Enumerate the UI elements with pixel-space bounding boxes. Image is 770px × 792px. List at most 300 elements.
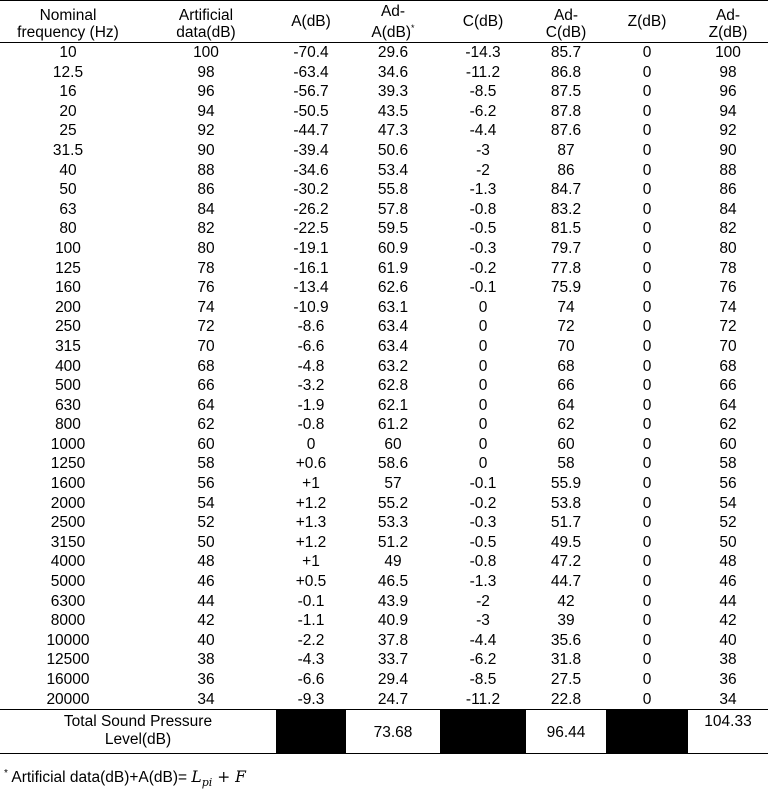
cell-frequency: 8000 (50, 612, 86, 630)
table-row (0, 611, 768, 631)
cell-z-db: 0 (642, 377, 652, 395)
table-row (0, 650, 768, 670)
cell-artificial-data: 68 (197, 357, 215, 375)
cell-a-db: 0 (306, 435, 316, 453)
cell-ad-a-db: 62.1 (377, 396, 409, 414)
cell-ad-a-db: 50.6 (377, 141, 409, 159)
table-row (0, 552, 768, 572)
cell-a-db: +1.3 (295, 514, 327, 532)
cell-c-db: -0.8 (469, 553, 497, 571)
cell-ad-a-db: 61.9 (377, 259, 409, 277)
cell-c-db: -0.2 (469, 494, 497, 512)
cell-ad-z-db: 74 (719, 298, 737, 316)
cell-artificial-data: 94 (197, 102, 215, 120)
table-row (0, 63, 768, 83)
cell-c-db: -6.2 (469, 102, 497, 120)
cell-artificial-data: 36 (197, 671, 215, 688)
cell-z-db: 0 (642, 435, 652, 453)
cell-ad-c-db: 83.2 (550, 200, 582, 218)
cell-c-db: -11.2 (465, 690, 501, 708)
cell-z-db: 0 (642, 298, 652, 316)
cell-artificial-data: 52 (197, 514, 215, 532)
cell-c-db: 0 (478, 357, 488, 375)
cell-artificial-data: 90 (197, 141, 215, 159)
cell-ad-c-db: 49.5 (550, 533, 582, 551)
cell-c-db: -8.5 (469, 671, 497, 688)
cell-frequency: 80 (59, 220, 77, 238)
cell-a-db: -0.8 (297, 416, 325, 434)
cell-ad-z-db: 34 (719, 690, 737, 708)
cell-a-db: -13.4 (293, 279, 329, 297)
cell-ad-c-db: 64 (557, 396, 575, 414)
cell-artificial-data: 42 (197, 612, 215, 630)
cell-a-db: -1.9 (297, 396, 325, 414)
cell-artificial-data: 84 (197, 200, 215, 218)
cell-z-db: 0 (642, 63, 652, 81)
cell-a-db: -4.3 (297, 651, 325, 669)
cell-ad-c-db: 60 (557, 435, 575, 453)
cell-a-db: -22.5 (293, 220, 329, 238)
cell-frequency: 31.5 (52, 141, 84, 159)
cell-frequency: 100 (55, 239, 81, 257)
cell-ad-c-db: 47.2 (550, 553, 582, 571)
total-c-db-blank (440, 710, 526, 754)
cell-ad-a-db: 46.5 (377, 573, 409, 591)
cell-ad-a-db: 43.5 (377, 102, 409, 120)
cell-frequency: 50 (59, 181, 77, 199)
total-ad-a-db: 73.68 (346, 710, 440, 754)
table-row (0, 161, 768, 181)
cell-c-db: -2 (476, 161, 490, 179)
cell-frequency: 25 (59, 122, 77, 140)
total-z-db-blank (606, 710, 688, 754)
cell-frequency: 800 (55, 416, 81, 434)
cell-artificial-data: 60 (197, 435, 215, 453)
cell-ad-z-db: 46 (719, 573, 737, 591)
cell-ad-c-db: 55.9 (550, 475, 582, 493)
cell-artificial-data: 40 (197, 631, 215, 649)
cell-artificial-data: 44 (197, 592, 215, 610)
cell-ad-z-db: 86 (719, 181, 737, 199)
cell-ad-c-db: 87.6 (550, 122, 582, 140)
cell-ad-a-db: 63.4 (377, 337, 409, 355)
cell-c-db: 0 (478, 298, 488, 316)
cell-ad-z-db: 38 (719, 651, 737, 669)
cell-ad-z-db: 78 (719, 259, 737, 277)
col-header-a-db: A(dB) (276, 1, 346, 43)
cell-ad-a-db: 63.1 (377, 298, 409, 316)
cell-frequency: 20000 (46, 690, 90, 708)
table-row (0, 533, 768, 553)
cell-ad-z-db: 84 (719, 200, 737, 218)
cell-ad-z-db: 100 (715, 44, 741, 61)
cell-ad-z-db: 76 (719, 279, 737, 297)
cell-frequency: 1000 (50, 435, 86, 453)
cell-frequency: 125 (55, 259, 81, 277)
cell-ad-z-db: 40 (719, 631, 737, 649)
cell-a-db: +1.2 (295, 494, 327, 512)
cell-ad-a-db: 29.4 (377, 671, 409, 688)
cell-ad-a-db: 55.8 (377, 181, 409, 199)
cell-a-db: -1.1 (297, 612, 325, 630)
cell-a-db: -26.2 (293, 200, 329, 218)
cell-z-db: 0 (642, 44, 652, 61)
cell-a-db: -8.6 (297, 318, 325, 336)
footnote-formula: $L_{pi} + F$ (191, 768, 246, 790)
cell-frequency: 40 (59, 161, 77, 179)
cell-z-db: 0 (642, 279, 652, 297)
cell-z-db: 0 (642, 318, 652, 336)
cell-ad-a-db: 58.6 (377, 455, 409, 473)
cell-z-db: 0 (642, 416, 652, 434)
cell-ad-z-db: 42 (719, 612, 737, 630)
table-row (0, 219, 768, 239)
cell-frequency: 12500 (46, 651, 90, 669)
cell-c-db: 0 (478, 435, 488, 453)
table-row (0, 121, 768, 141)
cell-a-db: +1 (302, 475, 320, 493)
cell-ad-a-db: 60 (384, 435, 402, 453)
cell-z-db: 0 (642, 220, 652, 238)
cell-artificial-data: 80 (197, 239, 215, 257)
cell-artificial-data: 70 (197, 337, 215, 355)
cell-ad-c-db: 53.8 (550, 494, 582, 512)
cell-c-db: 0 (478, 377, 488, 395)
cell-ad-z-db: 36 (719, 671, 737, 688)
cell-frequency: 16 (59, 83, 77, 101)
cell-ad-c-db: 62 (557, 416, 575, 434)
col-header-artificial-data: Artificial data(dB) (136, 1, 276, 43)
col-header-c-db: C(dB) (440, 1, 526, 43)
cell-ad-c-db: 31.8 (550, 651, 582, 669)
cell-artificial-data: 62 (197, 416, 215, 434)
cell-ad-z-db: 80 (719, 239, 737, 257)
cell-c-db: -0.2 (469, 259, 497, 277)
table-row (0, 396, 768, 416)
cell-ad-a-db: 43.9 (377, 592, 409, 610)
cell-ad-z-db: 60 (719, 435, 737, 453)
table-row (0, 239, 768, 259)
cell-a-db: -19.1 (293, 239, 329, 257)
cell-ad-c-db: 77.8 (550, 259, 582, 277)
table-row (0, 435, 768, 455)
table-row (0, 259, 768, 279)
cell-frequency: 200 (55, 298, 81, 316)
cell-ad-c-db: 35.6 (550, 631, 582, 649)
cell-ad-c-db: 85.7 (550, 44, 582, 61)
cell-c-db: -0.5 (469, 533, 497, 551)
cell-c-db: 0 (478, 416, 488, 434)
cell-z-db: 0 (642, 161, 652, 179)
cell-frequency: 6300 (50, 592, 86, 610)
cell-artificial-data: 100 (193, 44, 219, 61)
cell-ad-z-db: 50 (719, 533, 737, 551)
cell-a-db: -44.7 (293, 122, 329, 140)
table-row (0, 141, 768, 161)
cell-artificial-data: 50 (197, 533, 215, 551)
table-row (0, 592, 768, 612)
cell-frequency: 10 (59, 44, 77, 61)
cell-artificial-data: 88 (197, 161, 215, 179)
cell-frequency: 16000 (46, 671, 90, 688)
cell-frequency: 500 (55, 377, 81, 395)
table-row (0, 631, 768, 651)
footnote-text: Artificial data(dB)+A(dB)= (7, 769, 192, 787)
cell-artificial-data: 38 (197, 651, 215, 669)
cell-ad-c-db: 44.7 (550, 573, 582, 591)
cell-a-db: -0.1 (297, 592, 325, 610)
cell-ad-z-db: 54 (719, 494, 737, 512)
cell-ad-z-db: 96 (719, 83, 737, 101)
total-ad-z-db: 104.33 (688, 710, 768, 754)
cell-ad-z-db: 62 (719, 416, 737, 434)
cell-ad-c-db: 87 (557, 141, 575, 159)
table-row (0, 337, 768, 357)
cell-a-db: +1 (302, 553, 320, 571)
cell-ad-z-db: 88 (719, 161, 737, 179)
cell-ad-c-db: 87.5 (550, 83, 582, 101)
table-row (0, 376, 768, 396)
cell-ad-a-db: 59.5 (377, 220, 409, 238)
total-label: Total Sound Pressure Level(dB) (0, 710, 276, 754)
cell-artificial-data: 58 (197, 455, 215, 473)
cell-ad-c-db: 51.7 (550, 514, 582, 532)
cell-artificial-data: 72 (197, 318, 215, 336)
cell-z-db: 0 (642, 122, 652, 140)
cell-frequency: 315 (55, 337, 81, 355)
cell-c-db: -0.1 (469, 475, 497, 493)
total-a-db-blank (276, 710, 346, 754)
cell-artificial-data: 46 (197, 573, 215, 591)
cell-ad-c-db: 75.9 (550, 279, 582, 297)
cell-ad-a-db: 47.3 (377, 122, 409, 140)
cell-ad-z-db: 64 (719, 396, 737, 414)
cell-z-db: 0 (642, 514, 652, 532)
cell-z-db: 0 (642, 83, 652, 101)
cell-c-db: -8.5 (469, 83, 497, 101)
cell-ad-a-db: 33.7 (377, 651, 409, 669)
cell-artificial-data: 86 (197, 181, 215, 199)
cell-z-db: 0 (642, 357, 652, 375)
cell-a-db: -70.4 (293, 44, 329, 61)
cell-z-db: 0 (642, 651, 652, 669)
cell-frequency: 3150 (50, 533, 86, 551)
cell-artificial-data: 66 (197, 377, 215, 395)
cell-ad-c-db: 27.5 (550, 671, 582, 688)
cell-ad-a-db: 60.9 (377, 239, 409, 257)
cell-c-db: -0.1 (469, 279, 497, 297)
cell-ad-a-db: 63.4 (377, 318, 409, 336)
cell-ad-z-db: 58 (719, 455, 737, 473)
cell-ad-a-db: 39.3 (377, 83, 409, 101)
table-row (0, 298, 768, 318)
cell-frequency: 2500 (50, 514, 86, 532)
cell-ad-z-db: 90 (719, 141, 737, 159)
cell-ad-a-db: 57.8 (377, 200, 409, 218)
cell-ad-c-db: 87.8 (550, 102, 582, 120)
table-row (0, 474, 768, 494)
footnote-marker: * (411, 22, 415, 33)
table-row (0, 513, 768, 533)
cell-artificial-data: 96 (197, 83, 215, 101)
cell-artificial-data: 92 (197, 122, 215, 140)
cell-c-db: -0.5 (469, 220, 497, 238)
cell-ad-c-db: 39 (557, 612, 575, 630)
total-row (0, 710, 768, 754)
table-row (0, 690, 768, 710)
cell-frequency: 400 (55, 357, 81, 375)
cell-a-db: -56.7 (293, 83, 329, 101)
cell-a-db: -3.2 (297, 377, 325, 395)
table-row (0, 102, 768, 122)
cell-a-db: -34.6 (293, 161, 329, 179)
footnote-mark: * (4, 768, 8, 779)
cell-z-db: 0 (642, 396, 652, 414)
cell-ad-z-db: 98 (719, 63, 737, 81)
cell-frequency: 1250 (50, 455, 86, 473)
table-row (0, 317, 768, 337)
table-row (0, 572, 768, 592)
cell-frequency: 1600 (50, 475, 86, 493)
cell-ad-z-db: 56 (719, 475, 737, 493)
cell-a-db: +1.2 (295, 533, 327, 551)
cell-c-db: 0 (478, 455, 488, 473)
cell-frequency: 630 (55, 396, 81, 414)
cell-c-db: 0 (478, 396, 488, 414)
cell-a-db: -39.4 (293, 141, 329, 159)
cell-ad-z-db: 66 (719, 377, 737, 395)
cell-c-db: -1.3 (469, 181, 497, 199)
cell-ad-c-db: 84.7 (550, 181, 582, 199)
cell-z-db: 0 (642, 612, 652, 630)
table-row (0, 278, 768, 298)
table-row (0, 494, 768, 514)
cell-c-db: -14.3 (465, 44, 501, 61)
cell-z-db: 0 (642, 102, 652, 120)
cell-artificial-data: 78 (197, 259, 215, 277)
cell-z-db: 0 (642, 573, 652, 591)
cell-a-db: -2.2 (297, 631, 325, 649)
cell-ad-a-db: 63.2 (377, 357, 409, 375)
cell-ad-c-db: 79.7 (550, 239, 582, 257)
cell-artificial-data: 54 (197, 494, 215, 512)
col-header-ad-c-db: Ad- C(dB) (526, 1, 606, 43)
cell-a-db: +0.5 (295, 573, 327, 591)
cell-z-db: 0 (642, 690, 652, 708)
cell-z-db: 0 (642, 200, 652, 218)
cell-a-db: -30.2 (293, 181, 329, 199)
cell-c-db: -3 (476, 141, 490, 159)
cell-ad-c-db: 66 (557, 377, 575, 395)
cell-ad-z-db: 68 (719, 357, 737, 375)
cell-frequency: 160 (55, 279, 81, 297)
cell-c-db: 0 (478, 318, 488, 336)
cell-ad-a-db: 29.6 (377, 44, 409, 61)
cell-ad-z-db: 94 (719, 102, 737, 120)
cell-artificial-data: 34 (197, 690, 215, 708)
cell-artificial-data: 48 (197, 553, 215, 571)
header-row (0, 1, 768, 43)
cell-c-db: -2 (476, 592, 490, 610)
cell-frequency: 10000 (46, 631, 90, 649)
cell-z-db: 0 (642, 533, 652, 551)
cell-ad-c-db: 58 (557, 455, 575, 473)
cell-ad-a-db: 57 (384, 475, 402, 493)
cell-c-db: -4.4 (469, 122, 497, 140)
table-row (0, 180, 768, 200)
cell-ad-a-db: 51.2 (377, 533, 409, 551)
cell-z-db: 0 (642, 475, 652, 493)
cell-a-db: -9.3 (297, 690, 325, 708)
cell-ad-a-db: 55.2 (377, 494, 409, 512)
cell-z-db: 0 (642, 455, 652, 473)
cell-ad-a-db: 34.6 (377, 63, 409, 81)
cell-a-db: -10.9 (293, 298, 329, 316)
cell-ad-c-db: 81.5 (550, 220, 582, 238)
cell-ad-c-db: 86 (557, 161, 575, 179)
cell-ad-a-db: 24.7 (377, 690, 409, 708)
cell-a-db: -6.6 (297, 337, 325, 355)
cell-z-db: 0 (642, 553, 652, 571)
cell-frequency: 63 (59, 200, 77, 218)
cell-z-db: 0 (642, 141, 652, 159)
col-header-ad-z-db: Ad- Z(dB) (688, 1, 768, 43)
cell-frequency: 250 (55, 318, 81, 336)
cell-ad-a-db: 53.3 (377, 514, 409, 532)
cell-ad-a-db: 53.4 (377, 161, 409, 179)
cell-z-db: 0 (642, 337, 652, 355)
col-header-z-db: Z(dB) (606, 1, 688, 43)
cell-artificial-data: 74 (197, 298, 215, 316)
cell-z-db: 0 (642, 259, 652, 277)
cell-c-db: -0.3 (469, 514, 497, 532)
cell-ad-a-db: 37.8 (377, 631, 409, 649)
cell-a-db: -16.1 (293, 259, 329, 277)
cell-ad-c-db: 68 (557, 357, 575, 375)
cell-ad-a-db: 62.6 (377, 279, 409, 297)
cell-c-db: -4.4 (469, 631, 497, 649)
cell-a-db: -4.8 (297, 357, 325, 375)
cell-artificial-data: 98 (197, 63, 215, 81)
cell-c-db: -6.2 (469, 651, 497, 669)
cell-frequency: 12.5 (52, 63, 84, 81)
cell-z-db: 0 (642, 239, 652, 257)
table-row (0, 43, 768, 63)
cell-ad-c-db: 86.8 (550, 63, 582, 81)
cell-frequency: 2000 (50, 494, 86, 512)
cell-a-db: -63.4 (293, 63, 329, 81)
cell-frequency: 5000 (50, 573, 86, 591)
cell-c-db: 0 (478, 337, 488, 355)
cell-ad-c-db: 42 (557, 592, 575, 610)
cell-c-db: -1.3 (469, 573, 497, 591)
cell-ad-z-db: 52 (719, 514, 737, 532)
cell-ad-a-db: 40.9 (377, 612, 409, 630)
cell-artificial-data: 82 (197, 220, 215, 238)
cell-ad-z-db: 48 (719, 553, 737, 571)
total-ad-c-db: 96.44 (526, 710, 606, 754)
cell-ad-c-db: 22.8 (550, 690, 582, 708)
cell-c-db: -11.2 (465, 63, 501, 81)
cell-a-db: +0.6 (295, 455, 327, 473)
cell-ad-c-db: 70 (557, 337, 575, 355)
cell-a-db: -6.6 (297, 671, 325, 688)
cell-z-db: 0 (642, 631, 652, 649)
cell-z-db: 0 (642, 671, 652, 688)
col-header-ad-a-db: Ad- A(dB)* (346, 1, 440, 43)
table-row (0, 82, 768, 102)
cell-a-db: -50.5 (293, 102, 329, 120)
